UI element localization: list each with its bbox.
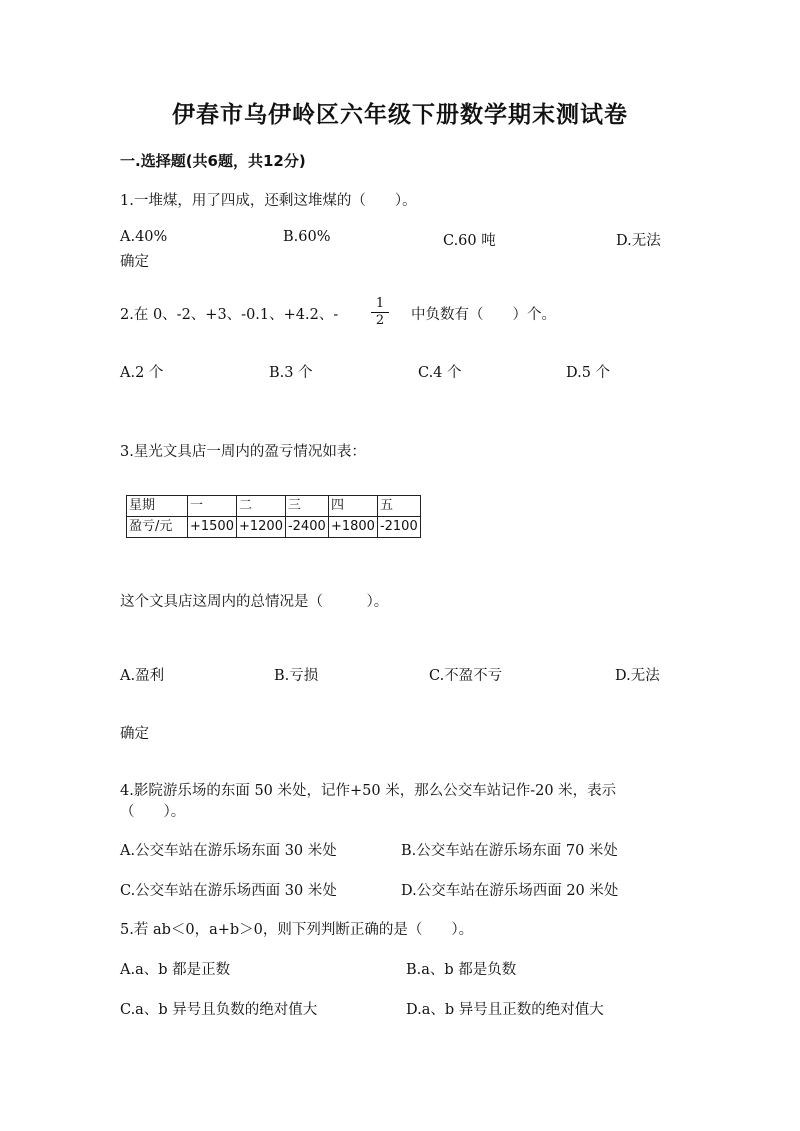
question-3-option-d-continued: 确定 [120,726,149,742]
question-2-option-d: D.5 个 [566,365,611,381]
question-4-option-d: D.公交车站在游乐场西面 20 米处 [401,883,619,899]
fraction-one-half [371,296,389,329]
table-cell: 盈亏/元 [127,517,188,538]
question-3-option-d: D.无法 [615,668,660,684]
question-3-option-b: B.亏损 [274,668,319,684]
question-1-option-c: C.60 吨 [443,233,496,249]
table-cell: 二 [236,496,285,517]
fraction-numerator: 1 [371,296,389,313]
table-cell: -2400 [285,517,328,538]
question-2-option-b: B.3 个 [269,365,313,381]
profit-loss-table [126,495,421,538]
fraction-denominator: 2 [375,313,385,328]
question-5-stem: 5.若 ab＜0，a+b＞0，则下列判断正确的是（ ）。 [120,922,474,938]
question-2-stem-suffix: 中负数有（ ）个。 [411,307,556,323]
table-cell: 四 [328,496,377,517]
table-cell: 一 [188,496,237,517]
question-3-prompt: 这个文具店这周内的总情况是（ ）。 [120,594,389,610]
table-cell: +1200 [236,517,285,538]
question-4-option-c: C.公交车站在游乐场西面 30 米处 [120,883,337,899]
page-title: 伊春市乌伊岭区六年级下册数学期末测试卷 [172,102,628,128]
table-cell: +1500 [188,517,237,538]
question-3-option-c: C.不盈不亏 [429,668,503,684]
table-cell: +1800 [328,517,377,538]
table-row [127,496,421,517]
question-2-option-c: C.4 个 [418,365,462,381]
question-1-option-d: D.无法 [616,233,661,249]
question-1-option-a: A.40% [120,229,168,245]
table-cell: 三 [285,496,328,517]
table-cell: 星期 [127,496,188,517]
question-1-option-b: B.60% [283,229,331,245]
question-5-option-d: D.a、b 异号且正数的绝对值大 [406,1002,604,1018]
question-5-option-b: B.a、b 都是负数 [406,962,517,978]
question-1-stem: 1.一堆煤，用了四成，还剩这堆煤的（ ）。 [120,193,417,209]
question-2-option-a: A.2 个 [120,365,164,381]
question-3-option-a: A.盈利 [120,668,165,684]
table-row [127,517,421,538]
question-2-stem-prefix: 2.在 0、-2、+3、-0.1、+4.2、- [120,307,339,323]
question-4-option-a: A.公交车站在游乐场东面 30 米处 [120,843,337,859]
table-cell: -2100 [377,517,420,538]
question-5-option-a: A.a、b 都是正数 [120,962,231,978]
question-3-stem: 3.星光文具店一周内的盈亏情况如表： [120,444,366,460]
question-4-option-b: B.公交车站在游乐场东面 70 米处 [401,843,618,859]
table-cell: 五 [377,496,420,517]
question-4-stem-continued: （ ）。 [120,804,186,820]
question-5-option-c: C.a、b 异号且负数的绝对值大 [120,1002,318,1018]
section-heading: 一.选择题(共6题，共12分) [120,152,306,170]
question-1-option-d-continued: 确定 [120,254,149,270]
question-4-stem: 4.影院游乐场的东面 50 米处，记作+50 米，那么公交车站记作-20 米，表示 [120,783,617,799]
